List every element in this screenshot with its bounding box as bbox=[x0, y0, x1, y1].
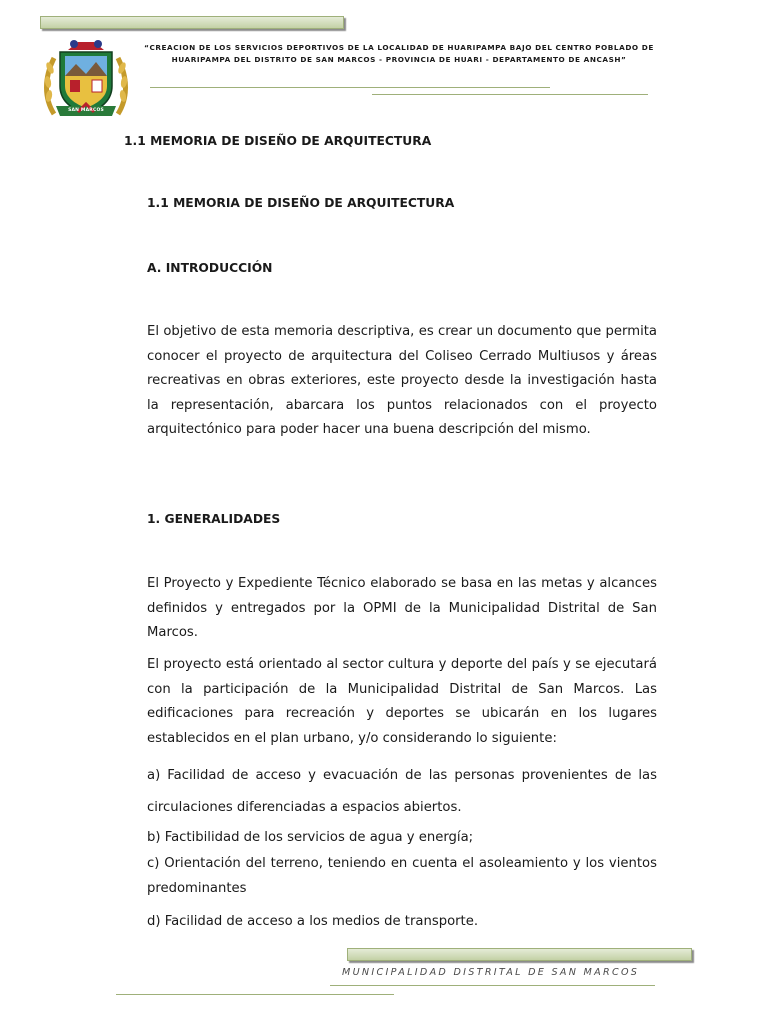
list-item-c: c) Orientación del terreno, teniendo en cuenta el asoleamiento y los vientos predominantes bbox=[147, 856, 657, 896]
logo-ribbon-text: SAN MARCOS bbox=[68, 108, 104, 113]
project-title bbox=[140, 42, 658, 66]
generalidades-paragraph-2: El proyecto está orientado al sector cultura y deporte del país y se ejecutará con la participación de la Municipalidad Distrital de San Marcos. Las edificaciones para recreación y deportes se ubicarán en los lugares establecidos en el plan urbano, y/o considerando lo siguiente: bbox=[147, 657, 657, 746]
list-item-a: a) Facilidad de acceso y evacuación de las personas provenientes de las circulaciones diferenciadas a espacios abiertos. bbox=[147, 768, 657, 815]
introduction-heading: A. INTRODUCCIÓN bbox=[147, 261, 273, 275]
list-item-d: d) Facilidad de acceso a los medios de transporte. bbox=[147, 914, 479, 929]
footer-divider-1 bbox=[330, 985, 655, 986]
footer-municipality-name: MUNICIPALIDAD DISTRITAL DE SAN MARCOS bbox=[342, 967, 640, 978]
header-divider-1 bbox=[150, 87, 550, 88]
project-title-line-2: HUARIPAMPA DEL DISTRITO DE SAN MARCOS - PROVINCIA DE HUARI - DEPARTAMENTO DE ANCASH” bbox=[171, 55, 627, 64]
header-bar-decoration bbox=[40, 16, 344, 29]
project-title-line-1: “CREACION DE LOS SERVICIOS DEPORTIVOS DE LA LOCALIDAD DE HUARIPAMPA BAJO DEL CENTRO POBLADO DE bbox=[144, 43, 654, 52]
generalidades-paragraph-1: El Proyecto y Expediente Técnico elaborado se basa en las metas y alcances definidos y entregados por la OPMI de la Municipalidad Distrital de San Marcos. bbox=[147, 576, 657, 641]
section-title: 1.1 MEMORIA DE DISEÑO DE ARQUITECTURA bbox=[124, 134, 432, 148]
footer-divider-2 bbox=[116, 994, 394, 995]
generalidades-heading: 1. GENERALIDADES bbox=[147, 512, 281, 526]
header-divider-2 bbox=[372, 94, 648, 95]
subsection-title: 1.1 MEMORIA DE DISEÑO DE ARQUITECTURA bbox=[147, 196, 455, 210]
footer-bar-decoration bbox=[347, 948, 692, 961]
list-item-b: b) Factibilidad de los servicios de agua y energía; bbox=[147, 830, 474, 845]
introduction-paragraph: El objetivo de esta memoria descriptiva, es crear un documento que permita conocer el proyecto de arquitectura del Coliseo Cerrado Multiusos y áreas recreativas en obras exteriores, este proyecto desde la investigación hasta la representación, abarcara los puntos relacionados con el proyecto arquitectónico para poder hacer una buena descripción del mismo. bbox=[147, 324, 657, 438]
